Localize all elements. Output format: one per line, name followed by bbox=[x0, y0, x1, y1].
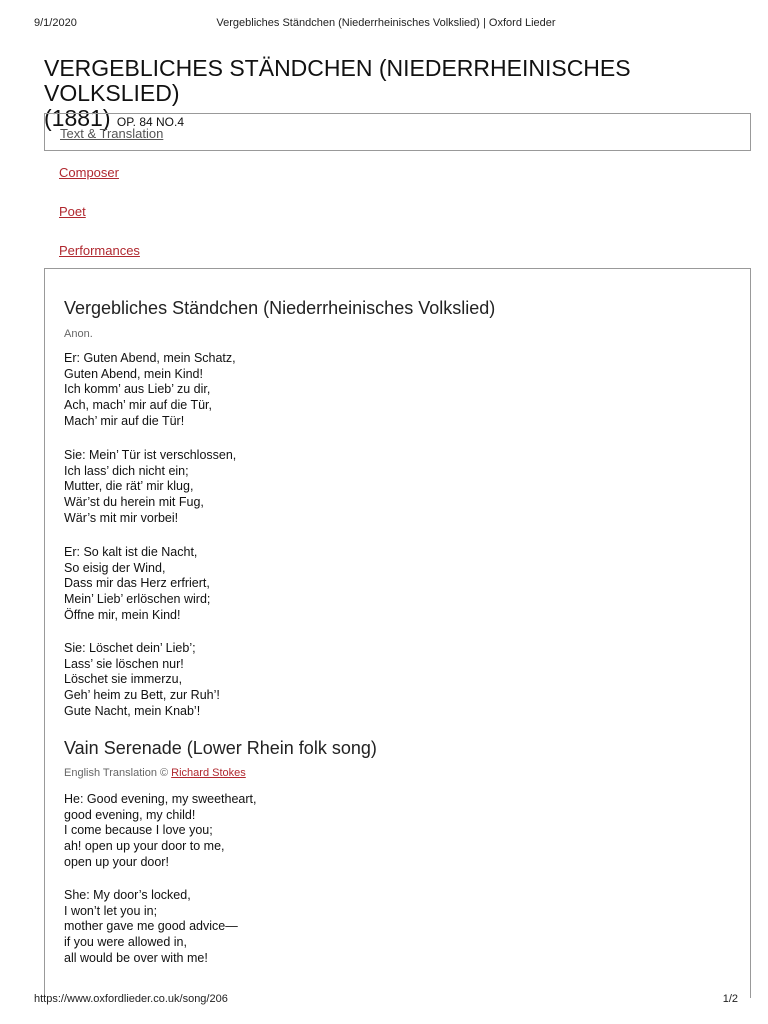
song-year: (1881) bbox=[44, 105, 111, 131]
stanza-line: Geh’ heim zu Bett, zur Ruh’! bbox=[64, 688, 220, 703]
original-heading: Vergebliches Ständchen (Niederrheinisches Volkslied) bbox=[64, 298, 496, 318]
original-stanza-3 bbox=[64, 545, 210, 624]
tab-text-translation[interactable]: Text & Translation bbox=[60, 126, 164, 141]
translation-credit bbox=[64, 767, 246, 779]
print-footer bbox=[34, 993, 738, 1009]
print-page-title: Vergebliches Ständchen (Niederrheinisches Volkslied) | Oxford Lieder bbox=[216, 17, 556, 29]
song-opus: OP. 84 NO.4 bbox=[116, 115, 185, 129]
stanza-line: Öffne mir, mein Kind! bbox=[64, 607, 181, 622]
print-url: https://www.oxfordlieder.co.uk/song/206 bbox=[34, 993, 228, 1005]
stanza-line: ah! open up your door to me, bbox=[64, 839, 225, 854]
translation-heading: Vain Serenade (Lower Rhein folk song) bbox=[64, 738, 377, 758]
stanza-line: Lass’ sie löschen nur! bbox=[64, 656, 184, 671]
stanza-line: Dass mir das Herz erfriert, bbox=[64, 576, 210, 591]
song-title-text: VERGEBLICHES STÄNDCHEN (NIEDERRHEINISCHES VOLKSLIED) bbox=[44, 55, 631, 106]
stanza-line: I come because I love you; bbox=[64, 823, 213, 838]
stanza-line: Er: So kalt ist die Nacht, bbox=[64, 545, 198, 559]
print-date: 9/1/2020 bbox=[34, 17, 77, 29]
stanza-line: Ach, mach’ mir auf die Tür, bbox=[64, 398, 212, 413]
original-stanza-4 bbox=[64, 641, 220, 720]
print-header bbox=[34, 17, 738, 33]
original-author: Anon. bbox=[64, 328, 93, 340]
stanza-line: open up your door! bbox=[64, 854, 169, 869]
stanza-line: Wär’s mit mir vorbei! bbox=[64, 510, 179, 525]
stanza-line: Guten Abend, mein Kind! bbox=[64, 366, 203, 381]
stanza-line: Löschet sie immerzu, bbox=[64, 672, 183, 687]
translation-credit-prefix: English Translation © bbox=[64, 767, 169, 779]
original-stanza-2 bbox=[64, 448, 236, 527]
stanza-line: Mach’ mir auf die Tür! bbox=[64, 413, 185, 428]
stanza-line: Sie: Mein’ Tür ist verschlossen, bbox=[64, 448, 237, 462]
stanza-line: He: Good evening, my sweetheart, bbox=[64, 792, 257, 806]
tab-performances[interactable]: Performances bbox=[59, 243, 140, 258]
stanza-line: if you were allowed in, bbox=[64, 935, 187, 950]
tab-bar bbox=[44, 113, 751, 151]
stanza-line: She: My door’s locked, bbox=[64, 888, 191, 902]
stanza-line: Ich komm’ aus Lieb’ zu dir, bbox=[64, 382, 211, 397]
stanza-line: Gute Nacht, mein Knab’! bbox=[64, 703, 201, 718]
stanza-line: all would be over with me! bbox=[64, 950, 208, 965]
stanza-line: Er: Guten Abend, mein Schatz, bbox=[64, 351, 236, 365]
translation-stanza-1 bbox=[64, 792, 256, 871]
translator-link[interactable]: Richard Stokes bbox=[171, 767, 246, 779]
stanza-line: Mein’ Lieb’ erlöschen wird; bbox=[64, 592, 211, 607]
translation-stanza-2 bbox=[64, 888, 238, 967]
stanza-line: Ich lass’ dich nicht ein; bbox=[64, 463, 189, 478]
stanza-line: I won’t let you in; bbox=[64, 903, 158, 918]
print-page-number: 1/2 bbox=[722, 993, 738, 1005]
text-translation-panel bbox=[44, 268, 751, 998]
stanza-line: Wär’st du herein mit Fug, bbox=[64, 495, 204, 510]
stanza-line: Mutter, die rät’ mir klug, bbox=[64, 479, 194, 494]
stanza-line: good evening, my child! bbox=[64, 807, 196, 822]
stanza-line: So eisig der Wind, bbox=[64, 560, 166, 575]
original-stanza-1 bbox=[64, 351, 236, 430]
tab-composer[interactable]: Composer bbox=[59, 165, 119, 180]
stanza-line: Sie: Löschet dein’ Lieb’; bbox=[64, 641, 196, 655]
tab-poet[interactable]: Poet bbox=[59, 204, 86, 219]
stanza-line: mother gave me good advice— bbox=[64, 919, 238, 934]
